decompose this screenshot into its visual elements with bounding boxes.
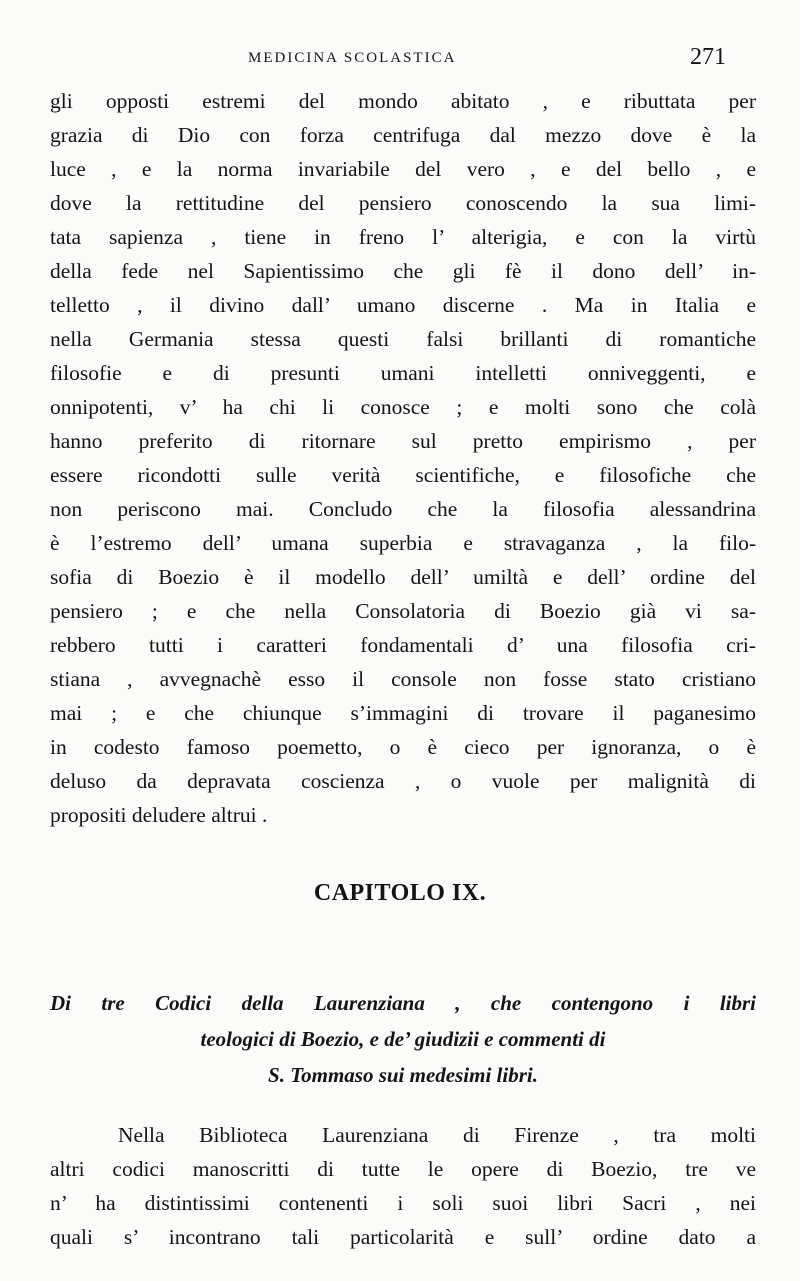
text-line: stiana , avvegnachè esso il console non fosse stato cristiano — [50, 667, 756, 691]
text-line: n’ ha distintissimi contenenti i soli suoi libri Sacri , nei — [50, 1191, 756, 1215]
text-line: grazia di Dio con forza centrifuga dal mezzo dove è la — [50, 123, 756, 147]
chapter-heading: CAPITOLO IX. — [313, 880, 487, 906]
text-line: Nella Biblioteca Laurenziana di Firenze , tra molti — [118, 1123, 756, 1147]
text-line: rebbero tutti i caratteri fondamentali d’ una filosofia cri- — [50, 633, 756, 657]
text-line: è l’estremo dell’ umana superbia e stravaganza , la filo- — [50, 531, 756, 555]
paragraph-2 — [50, 1118, 756, 1254]
text-line: in codesto famoso poemetto, o è cieco per ignoranza, o è — [50, 735, 756, 759]
text-line: sofia di Boezio è il modello dell’ umiltà e dell’ ordine del — [50, 565, 756, 589]
subtitle-line: S. Tommaso sui medesimi libri. — [268, 1063, 538, 1087]
text-line: onnipotenti, v’ ha chi li conosce ; e molti sono che colà — [50, 395, 756, 419]
text-line: altri codici manoscritti di tutte le opere di Boezio, tre ve — [50, 1157, 756, 1181]
text-line: nella Germania stessa questi falsi brillanti di romantiche — [50, 327, 756, 351]
text-line: dove la rettitudine del pensiero conoscendo la sua limi- — [50, 191, 756, 215]
text-line: non periscono mai. Concludo che la filosofia alessandrina — [50, 497, 756, 521]
text-line: deluso da depravata coscienza , o vuole per malignità di — [50, 769, 756, 793]
text-line: propositi deludere altrui . — [50, 803, 268, 827]
running-head — [0, 44, 800, 74]
text-line: luce , e la norma invariabile del vero , e del bello , e — [50, 157, 756, 181]
text-line: tata sapienza , tiene in freno l’ alterigia, e con la virtù — [50, 225, 756, 249]
text-line: mai ; e che chiunque s’immagini di trovare il paganesimo — [50, 701, 756, 725]
text-line: quali s’ incontrano tali particolarità e sull’ ordine dato a — [50, 1225, 756, 1249]
page-number: 271 — [690, 44, 726, 70]
text-line: hanno preferito di ritornare sul pretto empirismo , per — [50, 429, 756, 453]
text-line: telletto , il divino dall’ umano discerne . Ma in Italia e — [50, 293, 756, 317]
text-line: essere ricondotti sulle verità scientifiche, e filosofiche che — [50, 463, 756, 487]
text-line: della fede nel Sapientissimo che gli fè il dono dell’ in- — [50, 259, 756, 283]
text-line: gli opposti estremi del mondo abitato , e ributtata per — [50, 89, 756, 113]
paragraph-1 — [50, 84, 756, 832]
text-line: pensiero ; e che nella Consolatoria di Boezio già vi sa- — [50, 599, 756, 623]
header-title: MEDICINA SCOLASTICA — [248, 50, 457, 66]
text-line: filosofie e di presunti umani intelletti onniveggenti, e — [50, 361, 756, 385]
subtitle-line: Di tre Codici della Laurenziana , che contengono i libri — [50, 991, 756, 1015]
subtitle-line: teologici di Boezio, e de’ giudizii e commenti di — [200, 1027, 606, 1051]
chapter-subtitle — [50, 985, 756, 1093]
